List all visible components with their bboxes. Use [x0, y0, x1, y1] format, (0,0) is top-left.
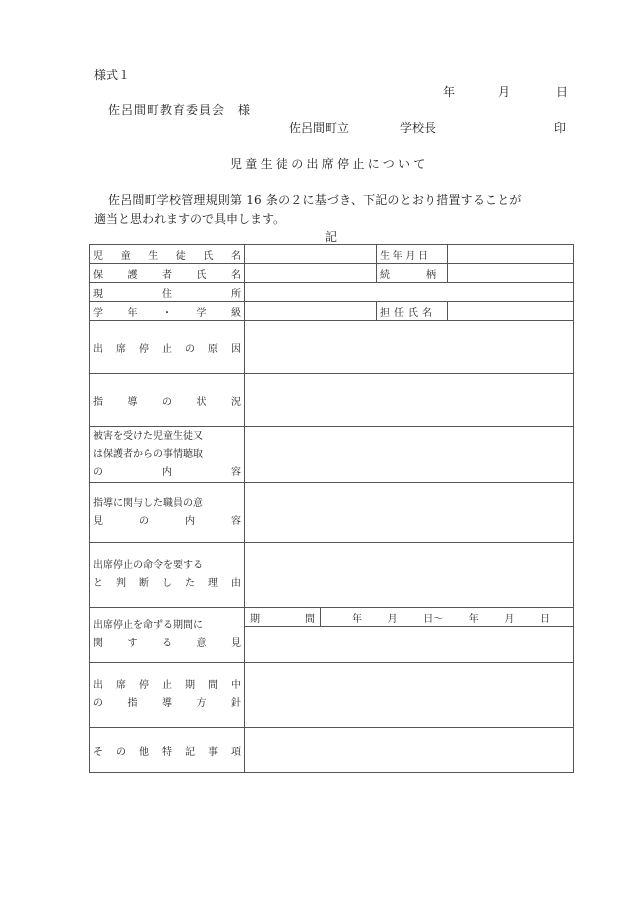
label-char: 間 [208, 680, 218, 691]
seal-mark: 印 [554, 121, 567, 135]
label-char: 保 [93, 269, 103, 281]
field-relation[interactable] [448, 264, 574, 283]
body-line-1: 佐呂間町学校管理規則第 16 条の２に基づき、下記のとおり措置することが [108, 193, 522, 207]
ki-heading: 記 [325, 230, 338, 244]
field-grade-class[interactable] [245, 302, 377, 321]
label-char: 年 [392, 250, 403, 262]
label-victim-hearing [90, 427, 245, 483]
date-year: 年 [443, 85, 456, 99]
label-char: の [162, 396, 172, 408]
school-name: 佐呂間町立 [289, 121, 350, 135]
order-line-1: 出席停止の命令を要する [93, 560, 203, 571]
field-student-name[interactable] [245, 245, 377, 264]
label-char: 指 [93, 396, 103, 408]
label-order-reason [90, 543, 245, 608]
label-char: の [93, 466, 103, 478]
victim-line-1: 被害を受けた児童生徒又 [93, 430, 203, 442]
label-other-notes [90, 728, 245, 773]
label-char: そ [93, 746, 103, 758]
label-char: 続 [380, 269, 390, 281]
label-char: 柄 [426, 269, 436, 281]
label-char: 児 [93, 250, 103, 262]
label-char: 因 [231, 343, 241, 355]
label-char: 状 [196, 396, 207, 408]
staff-line-1: 指導に関与した職員の意 [93, 497, 203, 509]
label-char: 日 [417, 250, 428, 262]
label-char: 名 [422, 307, 432, 319]
request-form-table [89, 244, 574, 773]
field-victim-hearing[interactable] [245, 427, 574, 483]
field-birthdate[interactable] [448, 245, 574, 264]
label-teacher [377, 302, 448, 321]
label-char: 停 [139, 680, 149, 691]
label-char: 記 [185, 746, 195, 758]
label-birthdate [377, 245, 448, 264]
label-char: 関 [93, 638, 103, 649]
label-char: 方 [196, 698, 207, 709]
label-char: 徒 [175, 250, 186, 262]
label-char: 針 [231, 698, 241, 709]
label-char: 他 [139, 746, 149, 758]
label-char: 原 [208, 343, 218, 355]
label-char: の [116, 746, 126, 758]
label-char: 容 [231, 466, 241, 478]
date-month: 月 [498, 85, 511, 99]
field-staff-opinion[interactable] [245, 483, 574, 543]
principal-label: 学校長 [400, 121, 437, 135]
label-char: 級 [231, 307, 241, 319]
label-char: 年 [468, 613, 479, 625]
label-char: 年 [127, 307, 138, 319]
label-char: 席 [116, 343, 126, 355]
label-relation [377, 264, 448, 283]
label-char: 導 [127, 396, 138, 408]
label-char: 月 [405, 250, 416, 262]
body-line-2: 適当と思われますので具申します。 [94, 212, 286, 226]
label-char: 住 [162, 288, 172, 300]
addressee: 佐呂間町教育委員会 様 [108, 103, 252, 117]
label-char: 者 [162, 269, 172, 281]
label-char: 中 [231, 680, 241, 691]
field-guardian-name[interactable] [245, 264, 377, 283]
label-char: 所 [231, 288, 241, 300]
field-cause[interactable] [245, 321, 574, 374]
label-char: 理 [208, 578, 218, 589]
label-grade-class [90, 302, 245, 321]
label-char: 特 [162, 746, 172, 758]
label-char: 見 [93, 515, 103, 527]
label-guidance-policy [90, 663, 245, 728]
label-char: 席 [116, 680, 126, 691]
period-line-1: 出席停止を命ずる期間に [93, 620, 203, 631]
label-staff-opinion [90, 483, 245, 543]
label-char: 意 [196, 638, 207, 649]
field-period[interactable] [321, 608, 574, 627]
label-period-opinion [90, 608, 245, 663]
field-teacher[interactable] [448, 302, 574, 321]
label-address [90, 283, 245, 302]
label-char: 由 [231, 578, 241, 589]
label-char: 学 [93, 307, 103, 319]
label-char: の [139, 515, 149, 527]
date-day: 日 [556, 85, 569, 99]
label-char: 況 [231, 396, 241, 408]
label-char: 現 [93, 288, 103, 300]
label-char: 生 [380, 250, 390, 262]
label-char: た [185, 578, 195, 589]
label-char: る [162, 638, 172, 649]
label-char: 内 [185, 515, 195, 527]
field-other-notes[interactable] [245, 728, 574, 773]
label-char: 日 [539, 613, 550, 625]
label-char: 出 [93, 680, 103, 691]
label-char: 出 [93, 343, 103, 355]
field-period-opinion[interactable] [245, 627, 574, 663]
label-char: 事 [208, 746, 218, 758]
label-char: 日～ [423, 613, 444, 625]
label-char: 氏 [408, 307, 418, 319]
label-char: 見 [231, 638, 241, 649]
field-address[interactable] [245, 283, 574, 302]
label-char: 止 [162, 343, 172, 355]
label-char: の [185, 343, 195, 355]
document-title: 児童生徒の出席停止について [230, 157, 429, 171]
label-char: し [162, 578, 172, 589]
label-char: 項 [231, 746, 241, 758]
label-student-name [90, 245, 245, 264]
label-char: ・ [162, 307, 172, 319]
label-guidance-status [90, 374, 245, 427]
label-char: の [93, 698, 103, 709]
label-char: 担 [380, 307, 390, 319]
label-char: 指 [127, 698, 138, 709]
label-char: と [93, 578, 103, 589]
label-char: 童 [120, 250, 131, 262]
label-char: 期 [185, 680, 195, 691]
label-char: 月 [504, 613, 515, 625]
label-char: 名 [231, 269, 241, 281]
label-period [245, 608, 321, 627]
label-char: 生 [148, 250, 159, 262]
label-char: す [127, 638, 138, 649]
label-char: 止 [162, 680, 172, 691]
label-char: 判 [116, 578, 126, 589]
label-char: 期 [250, 613, 260, 625]
label-char: 容 [231, 515, 241, 527]
label-char: 任 [394, 307, 404, 319]
label-char: 内 [162, 466, 172, 478]
form-number: 様式１ [94, 68, 131, 82]
label-char: 年 [352, 613, 362, 625]
label-char: 護 [127, 269, 138, 281]
label-char: 月 [387, 613, 398, 625]
label-cause [90, 321, 245, 374]
label-char: 間 [305, 613, 315, 625]
field-guidance-status[interactable] [245, 374, 574, 427]
field-order-reason[interactable] [245, 543, 574, 608]
label-char: 名 [230, 250, 241, 262]
victim-line-2: は保護者からの事情聴取 [93, 448, 203, 460]
label-char: 氏 [203, 250, 214, 262]
field-guidance-policy[interactable] [245, 663, 574, 728]
label-char: 断 [139, 578, 149, 589]
label-char: 学 [196, 307, 207, 319]
label-char: 氏 [196, 269, 207, 281]
label-guardian-name [90, 264, 245, 283]
label-char: 導 [162, 698, 172, 709]
label-char: 停 [139, 343, 149, 355]
